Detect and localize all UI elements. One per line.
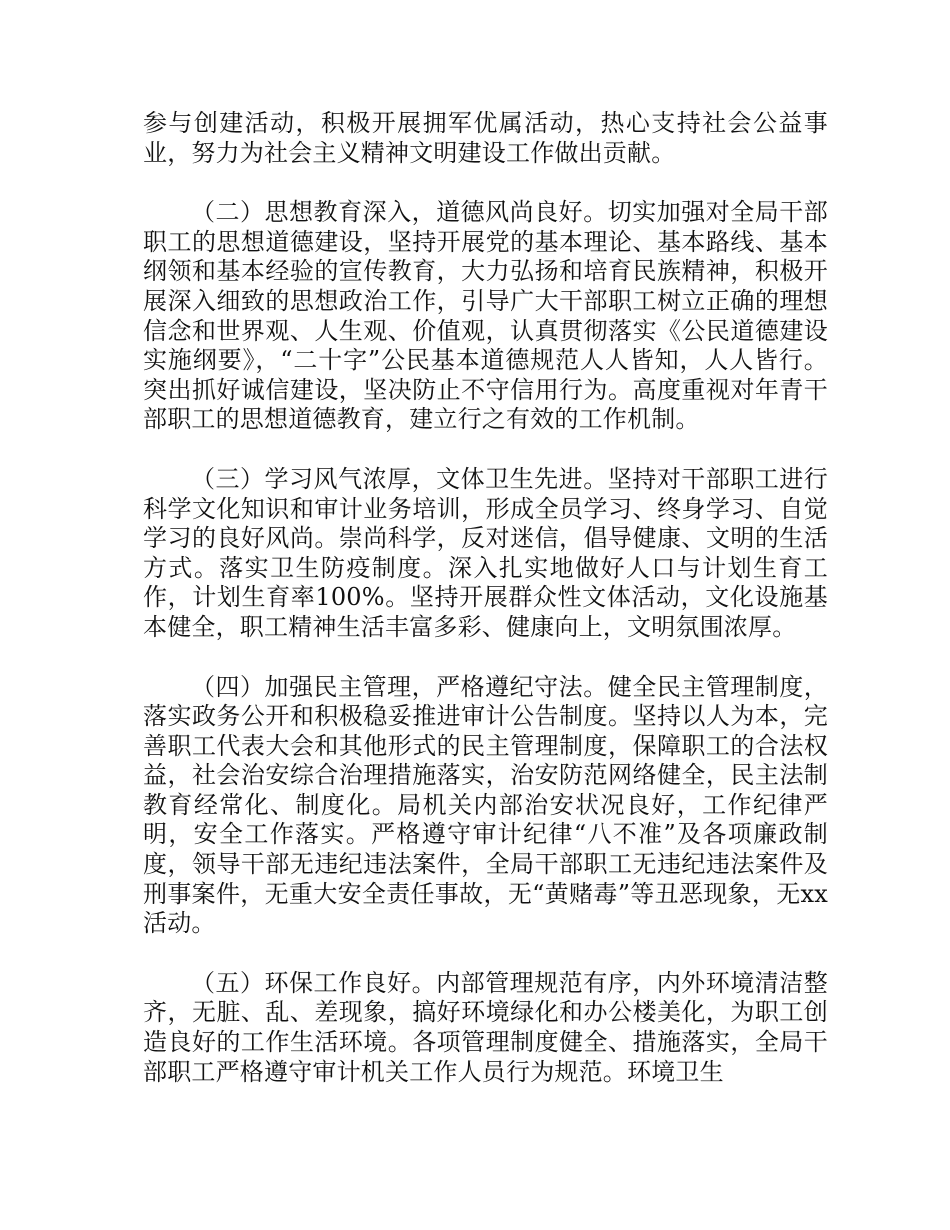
paragraph-environmental-work: （五）环保工作良好。内部管理规范有序，内外环境清洁整齐，无脏、乱、差现象，搞好环境绿化和办公楼美化，为职工创造良好的工作生活环境。各项管理制度健全、措施落实，全局干部职工严格遵守审计机关工作人员行为规范。环境卫生 xyxy=(143,968,828,1086)
document-page xyxy=(143,109,828,1117)
paragraph-ideological-education: （二）思想教育深入，道德风尚良好。切实加强对全局干部职工的思想道德建设，坚持开展党的基本理论、基本路线、基本纲领和基本经验的宣传教育，大力弘扬和培育民族精神，积极开展深入细致的思想政治工作，引导广大干部职工树立正确的理想信念和世界观、人生观、价值观，认真贯彻落实《公民道德建设实施纲要》，“二十字”公民基本道德规范人人皆知，人人皆行。突出抓好诚信建设，坚决防止不守信用行为。高度重视对年青干部职工的思想道德教育，建立行之有效的工作机制。 xyxy=(143,198,828,434)
paragraph-democratic-management: （四）加强民主管理，严格遵纪守法。健全民主管理制度，落实政务公开和积极稳妥推进审计公告制度。坚持以人为本，完善职工代表大会和其他形式的民主管理制度，保障职工的合法权益，社会治安综合治理措施落实，治安防范网络健全，民主法制教育经常化、制度化。局机关内部治安状况良好，工作纪律严明，安全工作落实。严格遵守审计纪律“八不准”及各项廉政制度，领导干部无违纪违法案件，全局干部职工无违纪违法案件及刑事案件，无重大安全责任事故，无“黄赌毒”等丑恶现象，无xx活动。 xyxy=(143,672,828,938)
paragraph-continuation: 参与创建活动，积极开展拥军优属活动，热心支持社会公益事业，努力为社会主义精神文明建设工作做出贡献。 xyxy=(143,109,828,167)
paragraph-learning-culture: （三）学习风气浓厚，文体卫生先进。坚持对干部职工进行科学文化知识和审计业务培训，形成全员学习、终身学习、自觉学习的良好风尚。崇尚科学，反对迷信，倡导健康、文明的生活方式。落实卫生防疫制度。深入扎实地做好人口与计划生育工作，计划生育率100%。坚持开展群众性文体活动，文化设施基本健全，职工精神生活丰富多彩、健康向上，文明氛围浓厚。 xyxy=(143,464,828,641)
